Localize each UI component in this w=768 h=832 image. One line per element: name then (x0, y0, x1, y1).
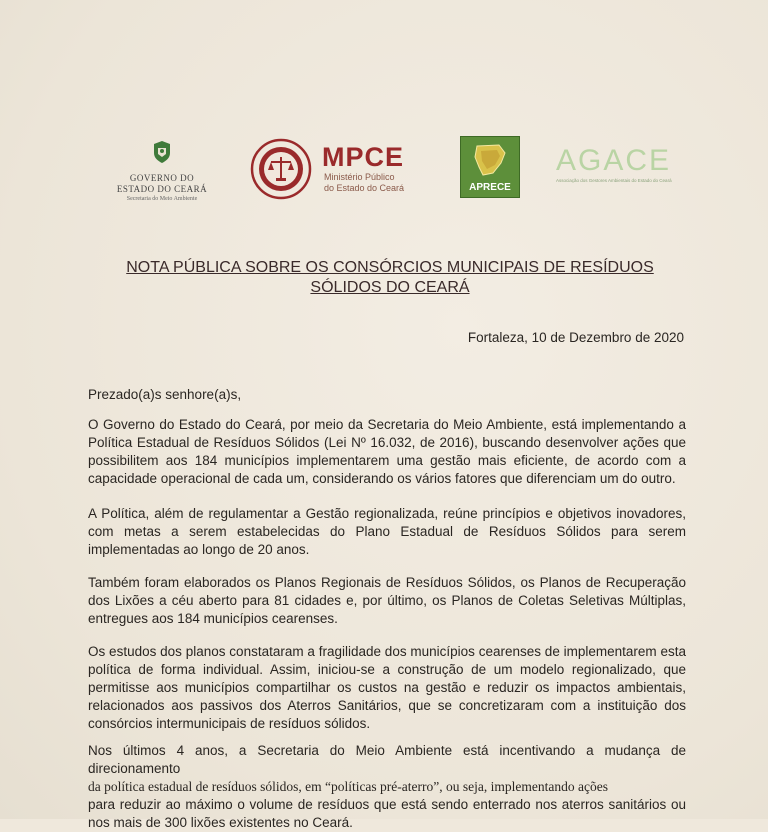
document-title (90, 258, 690, 298)
document-date: Fortaleza, 10 de Dezembro de 2020 (467, 330, 684, 345)
agace-name: AGACE (556, 144, 672, 177)
paragraph-5-line-1: Nos últimos 4 anos, a Secretaria do Meio Ambiente está incentivando a mudança de direcionamento (88, 743, 686, 776)
paragraph-5-line-3: para reduzir ao máximo o volume de resíduos que está sendo enterrado nos aterros sanitários ou nos mais de 300 lixões existentes no Ceará. (88, 797, 686, 830)
governo-line3: Secretaria do Meio Ambiente (126, 196, 198, 202)
paragraph-1: O Governo do Estado do Ceará, por meio da Secretaria do Meio Ambiente, está implementando a Política Estadual de Resíduos Sólidos (Lei Nº 16.032, de 2016), buscando desenvolver ações que possibilitem aos 184 municípios implementarem uma gestão mais eficiente, de acordo com a capacidade operacional de cada um, considerando os vários fatores que diferenciam um do outro. (88, 417, 686, 486)
state-emblem-icon (152, 140, 172, 164)
title-line-2: SÓLIDOS DO CEARÁ (310, 279, 470, 296)
agace-logo (556, 144, 672, 183)
aprece-logo (460, 136, 520, 198)
governo-ceara-logo (112, 140, 212, 203)
title-line-1: NOTA PÚBLICA SOBRE OS CONSÓRCIOS MUNICIPAIS DE RESÍDUOS (126, 259, 654, 276)
paragraph-2: A Política, além de regulamentar a Gestão regionalizada, reúne princípios e objetivos inovadores, com metas a serem estabelecidas do Plano Estadual de Resíduos Sólidos para serem implementadas ao longo de 20 anos. (88, 506, 686, 557)
paragraph-4: Os estudos dos planos constataram a fragilidade dos municípios cearenses de implementarem esta política de forma individual. Assim, iniciou-se a construção de um modelo regionalizado, que permitisse aos municípios compartilhar os custos na gestão e reduzir os impactos ambientais, relacionados aos passivos dos Aterros Sanitários, que se concretizaram com a instituição dos consórcios intermunicipais de resíduos sólidos. (88, 644, 686, 731)
mpce-logo (250, 138, 410, 198)
paragraph-5-line-2: da política estadual de resíduos sólidos, em “políticas pré-aterro”, ou seja, implementando ações (88, 779, 608, 794)
agace-tagline: Associação dos Gestores Ambientais do Estado do Ceará (556, 178, 672, 183)
mpce-subtitle-2: do Estado do Ceará (324, 183, 405, 193)
governo-line2: ESTADO DO CEARÁ (116, 184, 208, 194)
aprece-name: APRECE (469, 182, 511, 193)
mpce-subtitle-1: Ministério Público (324, 172, 395, 182)
governo-line1: GOVERNO DO (129, 173, 195, 183)
paragraph-3: Também foram elaborados os Planos Regionais de Resíduos Sólidos, os Planos de Recuperação dos Lixões a céu aberto para 81 cidades e, por último, os Planos de Coletas Seletivas Múltiplas, entregues aos 184 municípios cearenses. (88, 575, 686, 626)
mpce-name: MPCE (322, 142, 405, 172)
mpce-seal-icon (250, 138, 312, 200)
greeting: Prezado(a)s senhore(a)s, (88, 387, 242, 402)
ceara-map-icon (471, 143, 509, 177)
